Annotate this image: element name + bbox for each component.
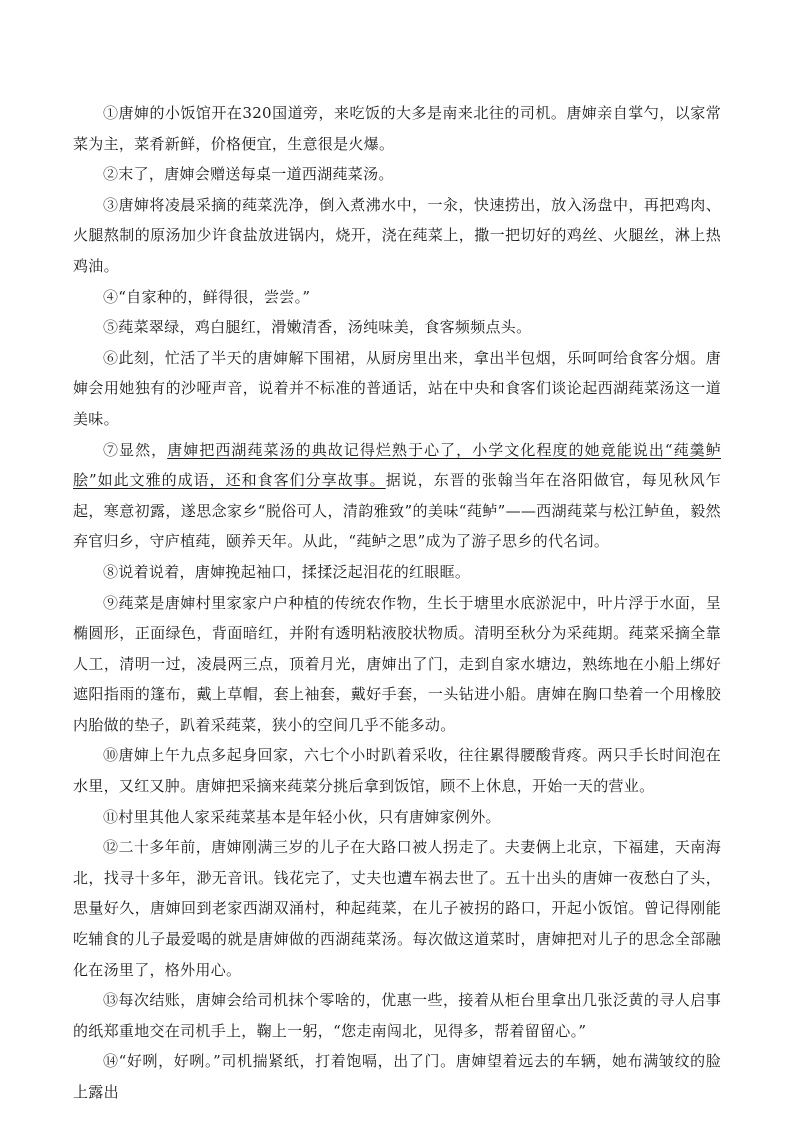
paragraph-3: ③唐婶将凌晨采摘的莼菜洗净，倒入煮沸水中，一汆，快速捞出，放入汤盘中，再把鸡肉、火腿熬制的原汤加少许食盐放进锅内，烧开，浇在莼菜上，撒一把切好的鸡丝、火腿丝，淋上热鸡油。 [73,195,721,275]
paragraph-14: ⑭“好咧，好咧。”司机揣紧纸，打着饱嗝，出了门。唐婶望着远去的车辆，她布满皱纹的脸上露出 [73,1052,721,1101]
paragraph-13: ⑬每次结账，唐婶会给司机抹个零啥的，优惠一些，接着从柜台里拿出几张泛黄的寻人启事的纸郑重地交在司机手上，鞠上一躬，“您走南闯北，见得多，帮着留留心。” [73,991,721,1040]
paragraph-7-underlined-sentence: 唐婶把西湖莼菜汤的典故记得烂熟于心了，小学文化程度的她竟能说出“莼羹鲈脍”如此文雅的成语，还和食客们分享故事。 [73,440,722,490]
paragraph-10: ⑩唐婶上午九点多起身回家，六七个小时趴着采收，往往累得腰酸背疼。两只手长时间泡在水里，又红又肿。唐婶把采摘来莼菜分挑后拿到饭馆，顾不上休息，开始一天的营业。 [73,746,721,796]
paragraph-9: ⑨莼菜是唐婶村里家家户户种植的传统农作物，生长于塘里水底淤泥中，叶片浮于水面，呈椭圆形，正面绿色，背面暗红，并附有透明粘液胶状物质。清明至秋分为采莼期。莼菜采摘全靠人工，清明一过，凌晨两三点，顶着月光，唐婶出了门，走到自家水塘边，熟练地在小船上绑好遮阳指雨的篷布，戴上草帽，套上袖套，戴好手套，一头钻进小船。唐婶在胸口垫着一个用橡胶内胎做的垫子，趴着采莼菜，狭小的空间几乎不能多动。 [73,593,721,734]
paragraph-2: ②末了，唐婶会赠送每桌一道西湖莼菜汤。 [103,165,394,184]
paragraph-11: ⑪村里其他人家采莼菜基本是年轻小伙，只有唐婶家例外。 [103,807,501,826]
paragraph-4: ④“自家种的，鲜得很，尝尝。” [103,287,311,306]
paragraph-7 [73,435,721,557]
paragraph-7-suffix: 据说，东晋的张翰当年在洛阳做官，每见秋风乍起，寒意初露，遂思念家乡“脱俗可人，清韵雅致”的美味“莼鲈”——西湖莼菜与松江鲈鱼，毅然弃官归乡，守庐植莼，颐养天年。从此，“莼鲈之思”成为了游子思乡的代名词。 [73,471,721,551]
article-body [73,98,721,1108]
paragraph-7-prefix: ⑦显然， [103,440,168,459]
paragraph-5: ⑤莼菜翠绿，鸡白腿红，滑嫩清香，汤纯味美，食客频频点头。 [103,318,532,337]
paragraph-12: ⑫二十多年前，唐婶刚满三岁的儿子在大路口被人拐走了。夫妻俩上北京，下福建，天南海北，找寻十多年，渺无音讯。钱花完了，丈夫也遭车祸去世了。五十出头的唐婶一夜愁白了头，思量好久，唐婶回到老家西湖双涌村，种起莼菜，在儿子被拐的路口，开起小饭馆。曾记得刚能吃辅食的儿子最爱喝的就是唐婶做的西湖莼菜汤。每次做这道菜时，唐婶把对儿子的思念全部融化在汤里了，格外用心。 [73,838,721,979]
paragraph-8: ⑧说着说着，唐婶挽起袖口，揉揉泛起泪花的红眼眶。 [103,562,471,581]
paragraph-6: ⑥此刻，忙活了半天的唐婶解下围裙，从厨房里出来，拿出半包烟，乐呵呵给食客分烟。唐婶会用她独有的沙哑声音，说着并不标准的普通话，站在中央和食客们谈论起西湖莼菜汤这一道美味。 [73,348,721,428]
paragraph-1: ①唐婶的小饭馆开在320国道旁，来吃饭的大多是南来北往的司机。唐婶亲自掌勺，以家常菜为主，菜肴新鲜，价格便宜，生意很是火爆。 [73,104,721,153]
